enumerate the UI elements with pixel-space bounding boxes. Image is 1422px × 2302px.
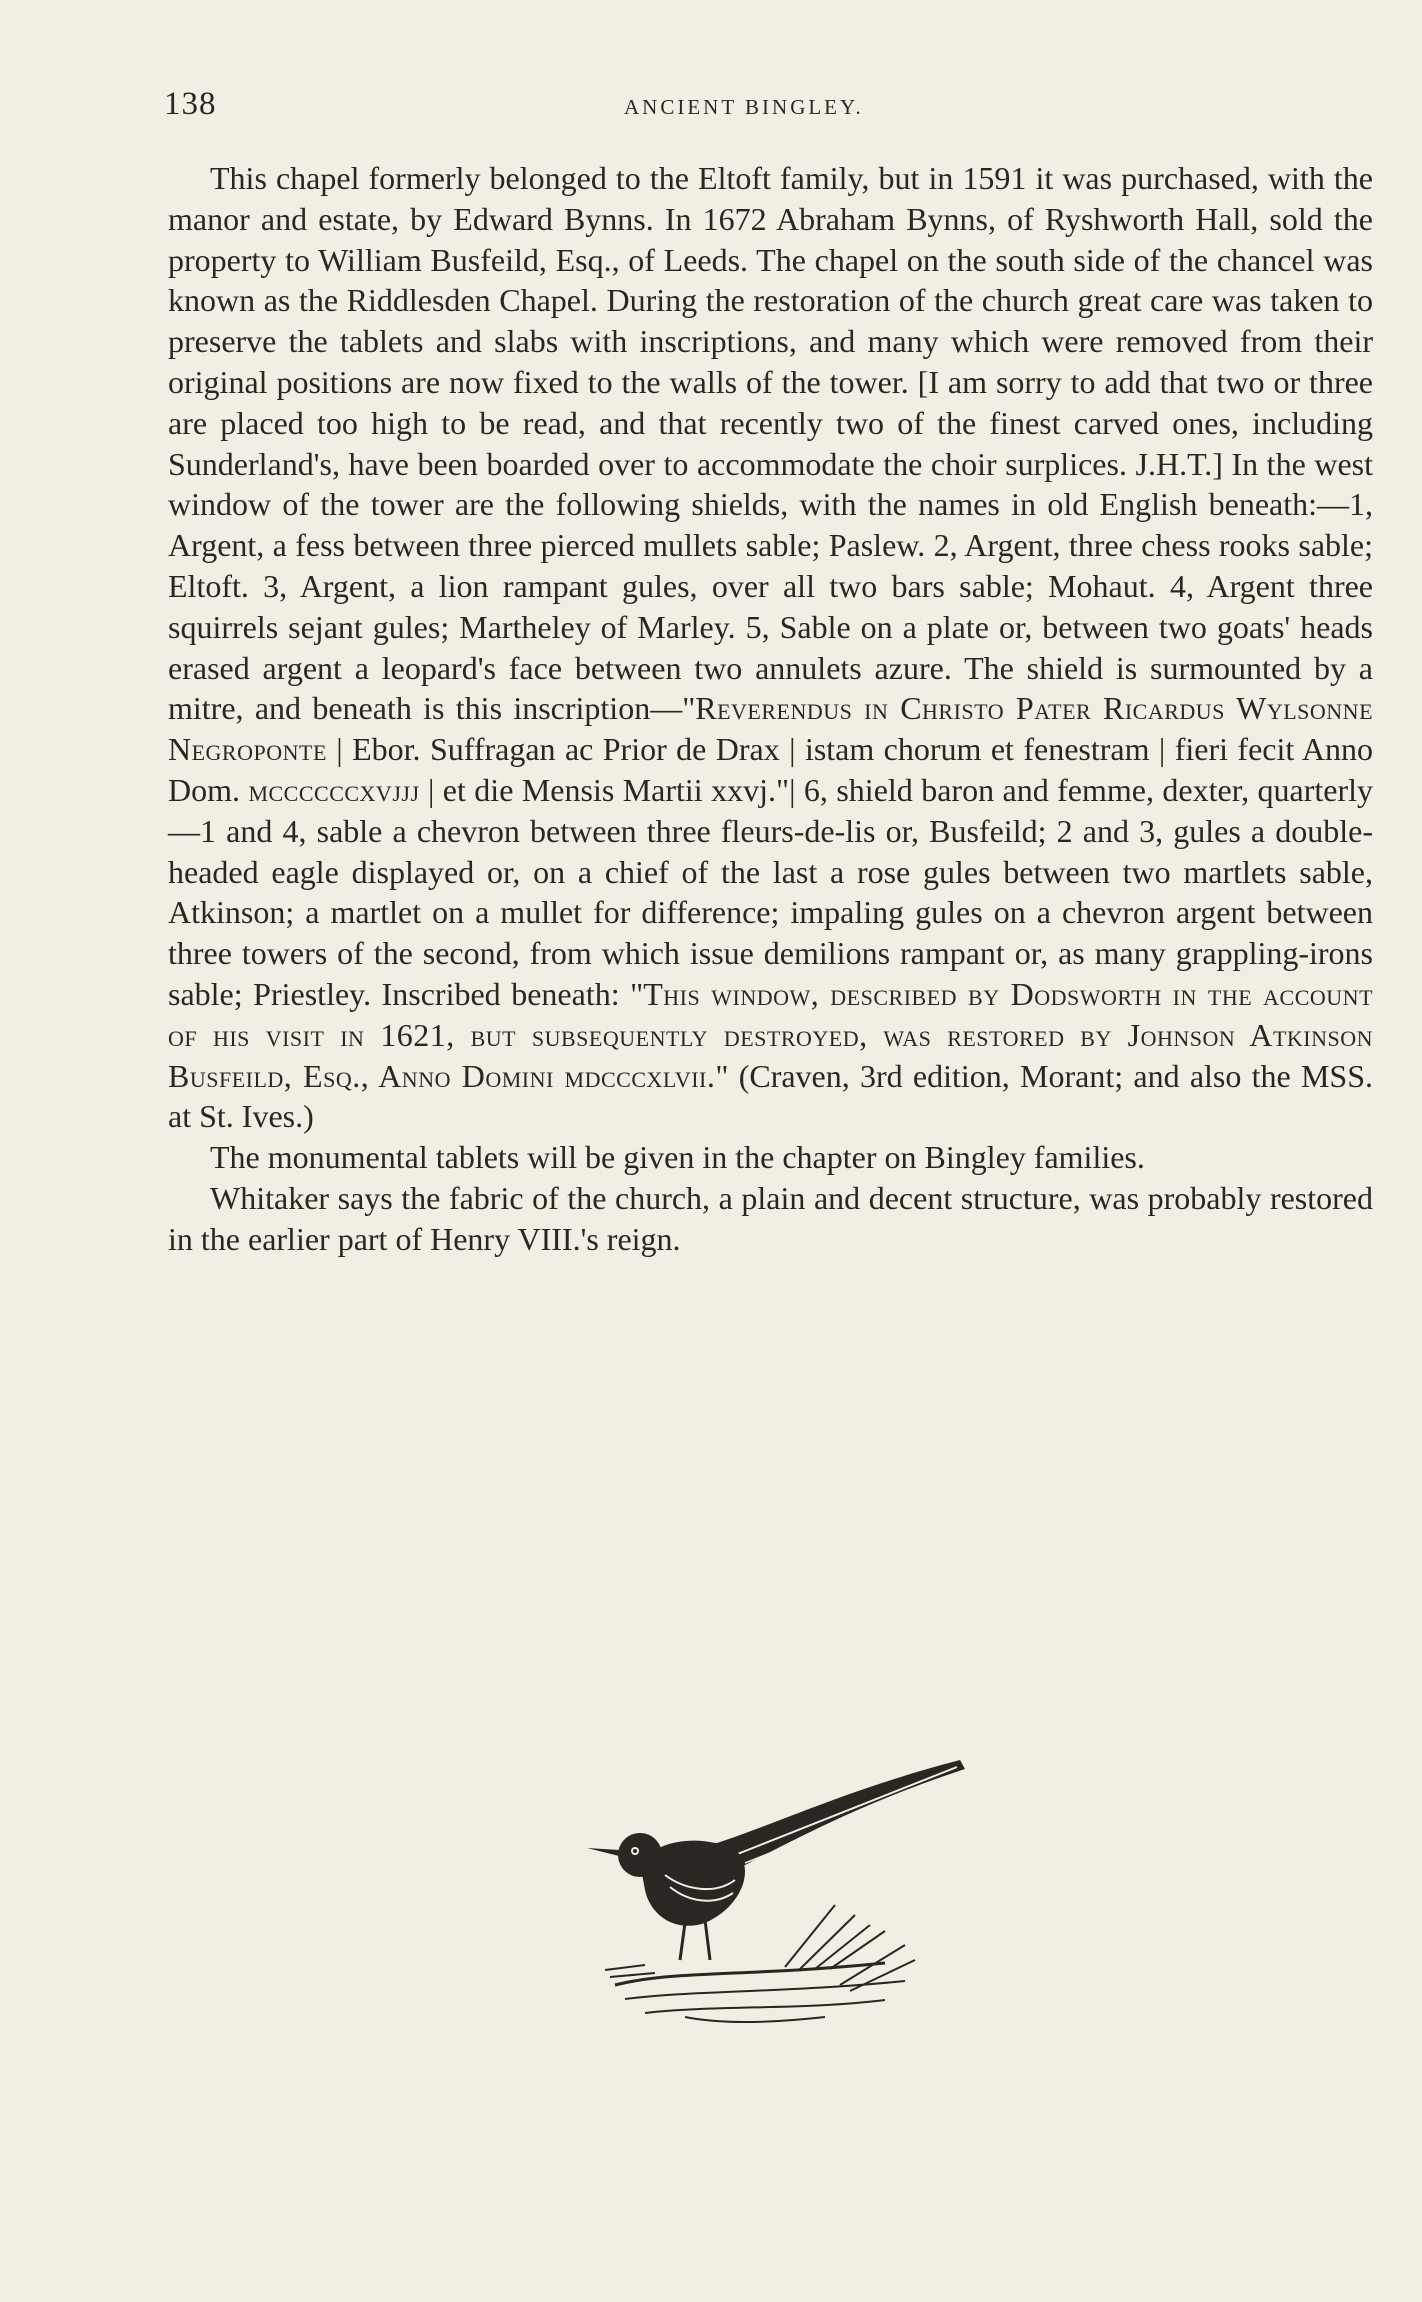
paragraph-1 bbox=[168, 158, 1373, 1137]
latin-inscription: Reverendus in Christo Pater Ricardus Wylsonne Negroponte bbox=[168, 690, 1374, 768]
roman-numeral-date: mccccccxvjjj bbox=[248, 771, 420, 808]
paragraph-1-text-g: " (Craven, 3rd edition, Morant; and also the MSS. at St. Ives.) bbox=[168, 1057, 1374, 1135]
bird-vignette-icon bbox=[585, 1755, 975, 2035]
running-head: ANCIENT BINGLEY. bbox=[624, 95, 864, 119]
body-text bbox=[168, 158, 1373, 1260]
paragraph-1-text-c: | Ebor. Suffragan ac Prior de Drax | istam chorum et fenestram | fieri fecit Anno Dom. bbox=[168, 731, 1373, 808]
paragraph-1-text-e: | et die Mensis Martii xxvj."| 6, shield baron and femme, dexter, quarterly—1 and 4, sable a chevron between three fleurs-de-lis or, Busfeild; 2 and 3, gules a double-headed eagle displayed or, on a chief of the last a rose gules between two martlets sable, Atkinson; a martlet on a mullet for difference; impaling gules on a chevron argent between three towers of the second, from which issue demilions rampant or, as many grappling-irons sable; Priestley. Inscribed beneath: " bbox=[168, 771, 1374, 1012]
paragraph-3: Whitaker says the fabric of the church, a plain and decent structure, was probably restored in the earlier part of Henry VIII.'s reign. bbox=[168, 1179, 1373, 1257]
page-header bbox=[164, 82, 1374, 132]
paragraph-2: The monumental tablets will be given in the chapter on Bingley families. bbox=[210, 1139, 1145, 1176]
paragraph-1-text-a: This chapel formerly belonged to the Eltoft family, but in 1591 it was purchased, with the manor and estate, by Edward Bynns. In 1672 Abraham Bynns, of Ryshworth Hall, sold the property to William Busfeild, Esq., of Leeds. The chapel on the south side of the chancel was known as the Riddlesden Chapel. During the restoration of the church great care was taken to preserve the tablets and slabs with inscriptions, and many which were removed from their original positions are now fixed to the walls of the tower. [I am sorry to add that two or three are placed too high to be read, and that recently two of the finest carved ones, including Sunderland's, have been boarded over to accommodate the choir surplices. J.H.T.] In the west window of the tower are the following shields, with the names in old English beneath:—1, Argent, a fess between three pierced mullets sable; Paslew. 2, Argent, three chess rooks sable; Eltoft. 3, Argent, a lion rampant gules, over all two bars sable; Mohaut. 4, Argent three squirrels sejant gules; Martheley of Marley. 5, Sable on a plate or, between two goats' heads erased argent a leopard's face between two annulets azure. The shield is surmounted by a mitre, and beneath is this inscription—" bbox=[168, 160, 1373, 727]
page-number: 138 bbox=[164, 86, 217, 122]
window-inscription: This window, described by Dodsworth in the account of his visit in 1621, but subsequently destroyed, was restored by Johnson Atkinson Busfeild, Esq., Anno Domini mdcccxlvii. bbox=[168, 975, 1374, 1094]
